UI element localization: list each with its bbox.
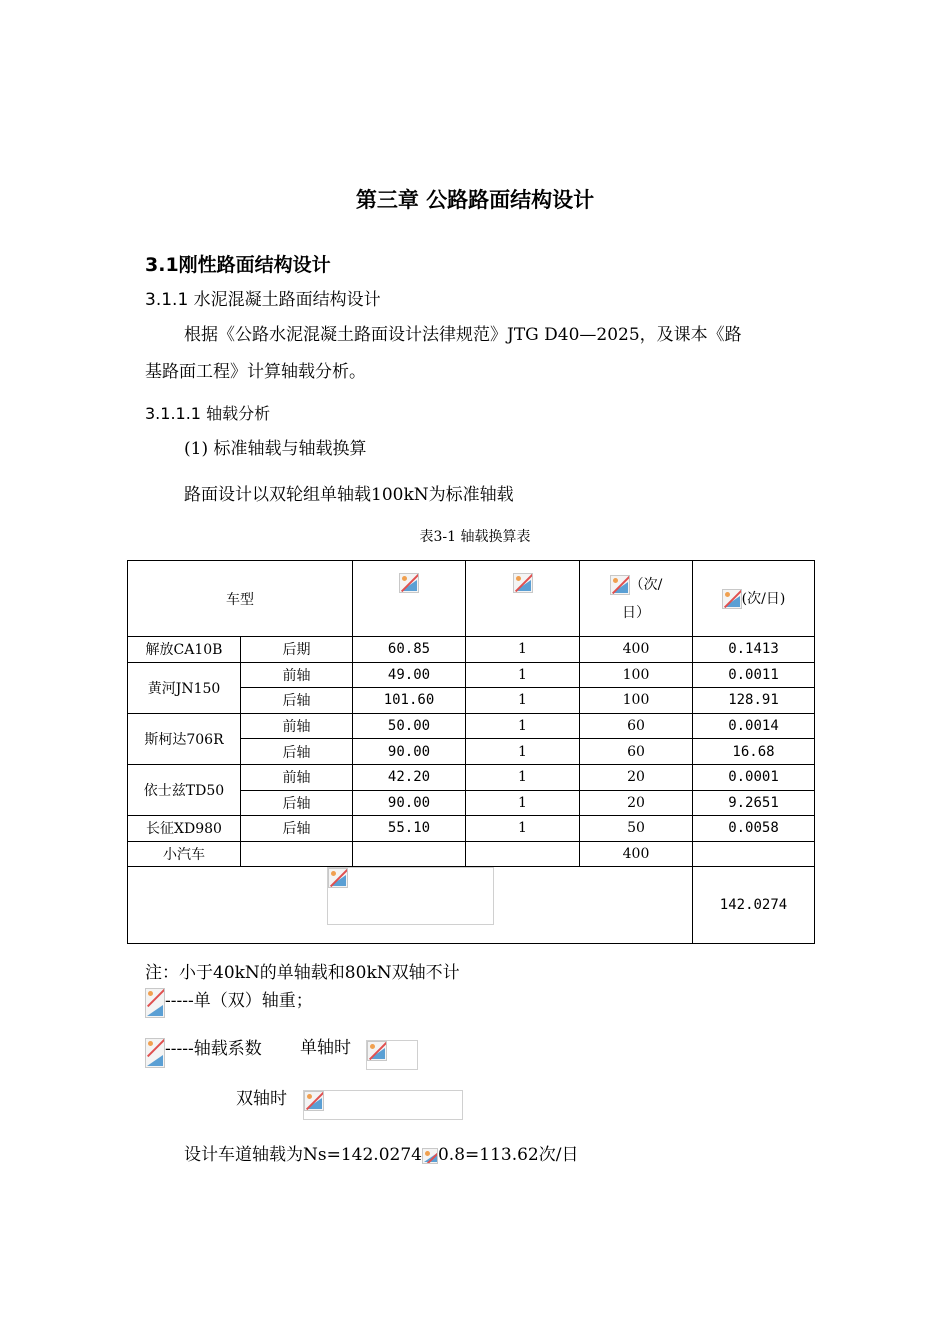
cell-load: 55.10 <box>353 816 466 842</box>
formula-image-frame <box>327 867 494 925</box>
standard-axle-text: 路面设计以双轮组单轴载100kN为标准轴载 <box>184 485 514 505</box>
broken-image-icon <box>367 1041 387 1061</box>
table-row <box>128 713 815 739</box>
header-converted-count <box>693 561 815 637</box>
cell-coef: 1 <box>466 637 580 663</box>
cell-load: 90.00 <box>353 739 466 765</box>
design-lane-prefix: 设计车道轴载为Ns=142.0274 <box>184 1145 422 1165</box>
cell-result: 0.1413 <box>693 637 815 663</box>
broken-image-icon <box>610 575 630 595</box>
cell-axle: 前轴 <box>241 662 353 688</box>
design-lane-axle-load <box>184 1140 578 1165</box>
design-lane-suffix: 0.8=113.62次/日 <box>437 1145 579 1165</box>
cell-load: 90.00 <box>353 790 466 816</box>
legend-axle-coefficient <box>145 1038 262 1070</box>
cell-count: 400 <box>580 637 693 663</box>
cell-load: 42.20 <box>353 764 466 790</box>
cell-coef: 1 <box>466 662 580 688</box>
broken-image-icon <box>145 988 165 1018</box>
cell-vehicle: 斯柯达706R <box>128 713 241 764</box>
section-title: 3.1刚性路面结构设计 <box>145 254 331 276</box>
cell-load <box>353 841 466 867</box>
table-row <box>128 637 815 663</box>
cell-result: 128.91 <box>693 688 815 714</box>
cell-result: 0.0001 <box>693 764 815 790</box>
cell-vehicle: 小汽车 <box>128 841 241 867</box>
cell-count: 60 <box>580 739 693 765</box>
cell-coef: 1 <box>466 688 580 714</box>
cell-total: 142.0274 <box>693 867 815 944</box>
cell-load: 101.60 <box>353 688 466 714</box>
table-row <box>128 662 815 688</box>
header-vehicle-type: 车型 <box>128 561 353 637</box>
axle-conversion-table <box>127 560 815 944</box>
broken-image-icon <box>399 573 419 593</box>
intro-paragraph-line2: 基路面工程》计算轴载分析。 <box>145 362 366 382</box>
cell-axle: 后轴 <box>241 816 353 842</box>
cell-count: 20 <box>580 764 693 790</box>
cell-result: 9.2651 <box>693 790 815 816</box>
cell-result: 16.68 <box>693 739 815 765</box>
legend-axle-weight-text: -----单（双）轴重； <box>165 991 313 1011</box>
cell-count: 100 <box>580 688 693 714</box>
legend-axle-coefficient-text: -----轴载系数 <box>165 1039 262 1059</box>
broken-image-icon <box>328 868 348 888</box>
broken-image-icon <box>513 573 533 593</box>
cell-total-formula <box>128 867 693 944</box>
cell-load: 60.85 <box>353 637 466 663</box>
double-axle-formula-frame <box>303 1090 463 1120</box>
header-axle-coefficient <box>466 561 580 637</box>
intro-paragraph-line1: 根据《公路水泥混凝土路面设计法律规范》JTG D40—2025，及课本《路 <box>184 325 742 345</box>
cell-load: 49.00 <box>353 662 466 688</box>
cell-coef: 1 <box>466 713 580 739</box>
cell-coef: 1 <box>466 764 580 790</box>
header-axle-load <box>353 561 466 637</box>
cell-load: 50.00 <box>353 713 466 739</box>
header-daily-count <box>580 561 693 637</box>
cell-result: 0.0014 <box>693 713 815 739</box>
broken-image-icon <box>422 1148 438 1164</box>
cell-coef: 1 <box>466 816 580 842</box>
table-caption: 表3-1 轴载换算表 <box>419 529 531 545</box>
cell-count: 400 <box>580 841 693 867</box>
table-note: 注：小于40kN的单轴载和80kN双轴不计 <box>145 963 460 983</box>
chapter-title: 第三章 公路路面结构设计 <box>355 188 595 212</box>
header-daily-count-unit: （次/ <box>629 576 663 593</box>
cell-count: 100 <box>580 662 693 688</box>
broken-image-icon <box>304 1091 324 1111</box>
double-axle-label: 双轴时 <box>236 1089 287 1109</box>
cell-axle: 后轴 <box>241 688 353 714</box>
cell-result <box>693 841 815 867</box>
cell-axle <box>241 841 353 867</box>
header-converted-count-unit: (次/日) <box>741 591 786 607</box>
cell-axle: 后轴 <box>241 739 353 765</box>
table-total-row <box>128 867 815 944</box>
cell-result: 0.0011 <box>693 662 815 688</box>
cell-coef: 1 <box>466 790 580 816</box>
cell-result: 0.0058 <box>693 816 815 842</box>
cell-axle: 前轴 <box>241 764 353 790</box>
cell-coef: 1 <box>466 739 580 765</box>
cell-vehicle: 长征XD980 <box>128 816 241 842</box>
cell-count: 50 <box>580 816 693 842</box>
cell-vehicle: 依士兹TD50 <box>128 764 241 815</box>
cell-coef <box>466 841 580 867</box>
cell-axle: 后轴 <box>241 790 353 816</box>
cell-count: 20 <box>580 790 693 816</box>
legend-axle-weight <box>145 988 313 1020</box>
broken-image-icon <box>145 1038 165 1068</box>
table-row <box>128 816 815 842</box>
header-daily-count-unit-2: 日） <box>622 604 650 621</box>
subsection-title: 3.1.1 水泥混凝土路面结构设计 <box>145 290 381 310</box>
cell-vehicle: 解放CA10B <box>128 637 241 663</box>
broken-image-icon <box>722 589 742 609</box>
subsubsection-title: 3.1.1.1 轴载分析 <box>145 404 271 423</box>
cell-axle: 后期 <box>241 637 353 663</box>
table-row <box>128 841 815 867</box>
single-axle-label: 单轴时 <box>300 1038 351 1058</box>
table-row <box>128 764 815 790</box>
cell-count: 60 <box>580 713 693 739</box>
list-item-1: (1) 标准轴载与轴载换算 <box>184 439 367 459</box>
cell-axle: 前轴 <box>241 713 353 739</box>
single-axle-formula-frame <box>366 1040 418 1070</box>
cell-vehicle: 黄河JN150 <box>128 662 241 713</box>
